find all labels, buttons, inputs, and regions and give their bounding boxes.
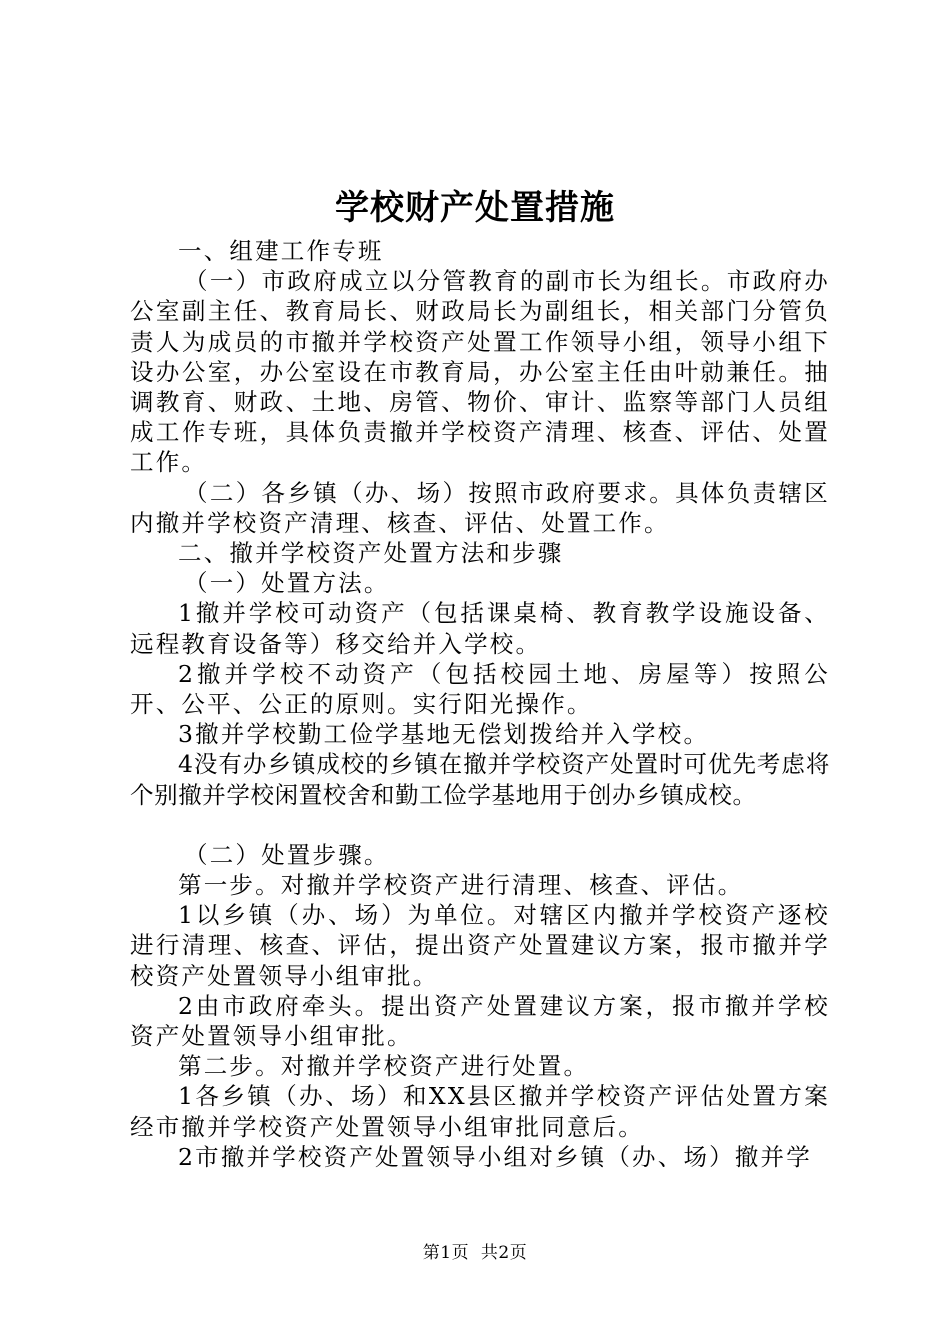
step-heading: 第二步。对撤并学校资产进行处置。 [178, 1052, 590, 1081]
page-footer [0, 1241, 950, 1265]
list-item: 1以乡镇（办、场）为单位。对辖区内撤并学校资产逐校进行清理、核查、评估，提出资产处置建议方案，报市撤并学校资产处置领导小组审批。 [130, 901, 830, 990]
page-total: 共2页 [480, 1243, 528, 1263]
list-item: 4没有办乡镇成校的乡镇在撤并学校资产处置时可优先考虑将个别撤并学校闲置校舍和勤工俭学基地用于创办乡镇成校。 [130, 750, 830, 809]
list-item: 3撤并学校勤工俭学基地无偿划拨给并入学校。 [178, 720, 710, 749]
section-heading-1: 一、组建工作专班 [178, 237, 384, 265]
document-title: 学校财产处置措施 [335, 188, 615, 228]
list-item: 2由市政府牵头。提出资产处置建议方案，报市撤并学校资产处置领导小组审批。 [130, 991, 830, 1051]
paragraph: （一）市政府成立以分管教育的副市长为组长。市政府办公室副主任、教育局长、财政局长为副组长，相关部门分管负责人为成员的市撤并学校资产处置工作领导小组，领导小组下设办公室，办公室设在市教育局，办公室主任由叶勍兼任。抽调教育、财政、土地、房管、物价、审计、监察等部门人员组成工作专班，具体负责撤并学校资产清理、核查、评估、处置工作。 [130, 267, 830, 477]
paragraph: （二）各乡镇（办、场）按照市政府要求。具体负责辖区内撤并学校资产清理、核查、评估、处置工作。 [130, 478, 830, 537]
footer-separator [469, 1243, 481, 1263]
list-item: 1各乡镇（办、场）和XX县区撤并学校资产评估处置方案经市撤并学校资产处置领导小组审批同意后。 [130, 1082, 830, 1141]
list-item: 2市撤并学校资产处置领导小组对乡镇（办、场）撤并学 [178, 1142, 812, 1171]
page-number: 第1页 [422, 1243, 470, 1263]
list-item: 2撤并学校不动资产（包括校园土地、房屋等）按照公开、公平、公正的原则。实行阳光操作。 [130, 659, 830, 719]
section-heading-2: 二、撤并学校资产处置方法和步骤 [178, 539, 564, 568]
list-item: 1撤并学校可动资产（包括课桌椅、教育教学设施设备、远程教育设备等）移交给并入学校。 [130, 599, 830, 658]
document-body [130, 236, 830, 1172]
subheading: （一）处置方法。 [184, 569, 390, 598]
subheading: （二）处置步骤。 [184, 840, 390, 869]
step-heading: 第一步。对撤并学校资产进行清理、核查、评估。 [178, 871, 744, 900]
